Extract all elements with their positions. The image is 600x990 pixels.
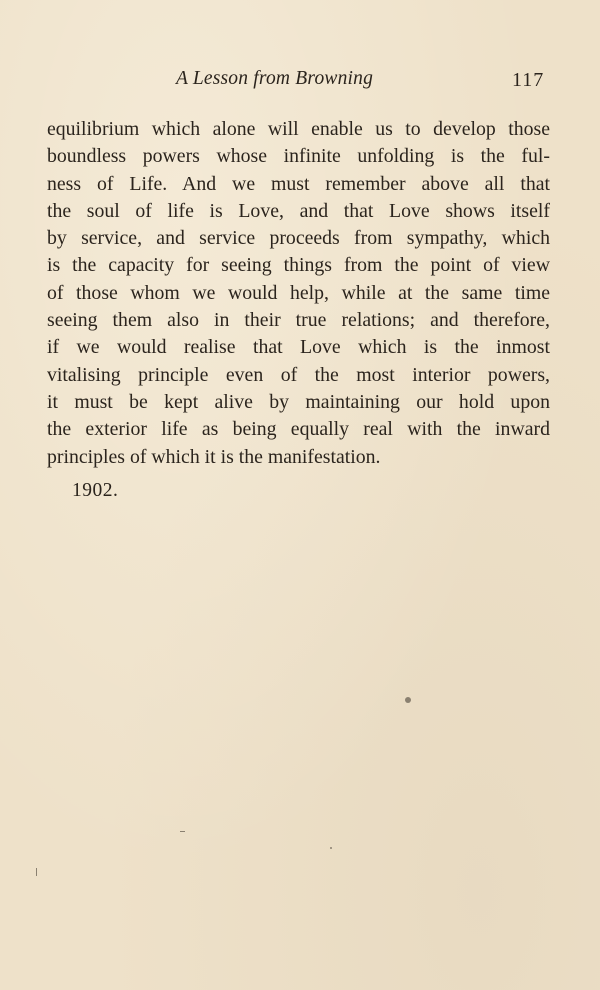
text-line: principles of which it is the manifestation. [47,445,381,468]
text-line: of those whom we would help, while at the same time [47,281,550,304]
text-line: ness of Life. And we must remember above all that [47,172,550,195]
body-text [47,116,550,471]
text-line: the soul of life is Love, and that Love shows itself [47,199,550,222]
paper-speck [180,831,185,832]
text-line: if we would realise that Love which is the inmost [47,336,550,359]
text-line: it must be kept alive by maintaining our hold upon [47,390,550,413]
text-line: vitalising principle even of the most interior powers, [47,363,550,386]
text-line: by service, and service proceeds from sympathy, which [47,227,550,250]
paper-speck [330,847,332,849]
paper-speck [405,697,411,703]
running-head-title: A Lesson from Browning [176,68,374,89]
date-signature: 1902. [72,480,119,501]
text-line: seeing them also in their true relations; and therefore, [47,309,550,332]
paper-speck [36,868,37,876]
text-line: boundless powers whose infinite unfolding is the ful- [47,145,550,168]
text-line: is the capacity for seeing things from the point of view [47,254,550,277]
page-number: 117 [512,69,545,91]
text-line: equilibrium which alone will enable us to develop those [47,118,550,140]
text-line: the exterior life as being equally real with the inward [47,418,550,441]
